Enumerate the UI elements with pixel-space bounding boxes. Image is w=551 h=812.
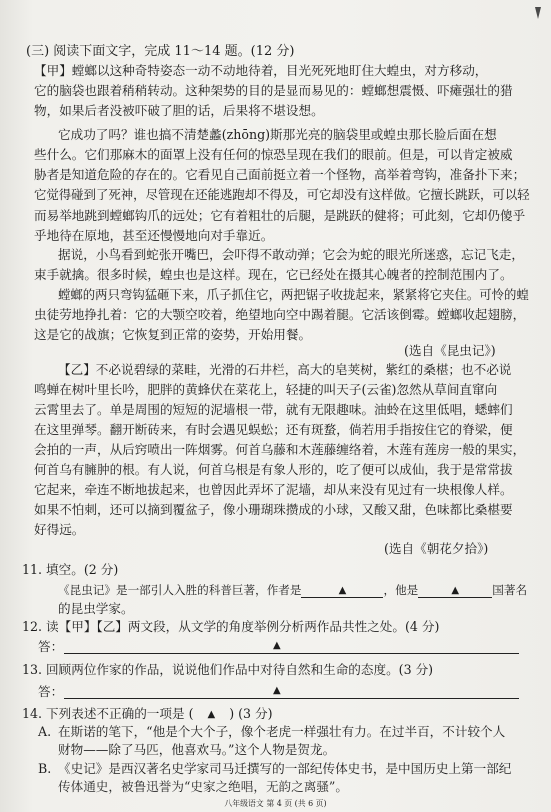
q14-option-a-line: 在斯诺的笔下，“他是个大个子，像个老虎一样强壮有力。在过半百，不计较个人 xyxy=(58,724,506,739)
corner-mark-icon xyxy=(533,6,543,20)
answer-marker-icon: ▲ xyxy=(273,640,281,651)
q14-title-text: ) (3 分) xyxy=(229,706,273,721)
q12-answer-label: 答： xyxy=(38,639,64,654)
passage-jia-line: 乎地待在原地，甚至还慢慢地向对手靠近。 xyxy=(34,228,274,243)
passage-yi-line: 何首乌有臃肿的根。有人说，何首乌根是有象人形的，吃了便可以成仙，我于是常常拔 xyxy=(34,462,513,477)
passage-jia-line: 而易举地跳到螳螂钩爪的远处；它有着粗壮的后腿，是跳跃的健将；可此刻，它却仍傻乎 xyxy=(34,208,526,223)
passage-jia-line: 螳螂的两只弯钩猛砸下来，爪子抓住它，两把锯子收拢起来，紧紧将它夹住。可怜的蝗 xyxy=(58,287,529,302)
passage-jia-line: 据说，小鸟看到蛇张开嘴巴，会吓得不敢动弹；它会为蛇的眼光所迷惑，忘记飞走， xyxy=(58,247,524,262)
q13-answer-label: 答： xyxy=(38,684,64,699)
q11-text: 的昆虫学家。 xyxy=(58,601,134,616)
passage-yi-line: 会拍的一声，从后窍喷出一阵烟雾。何首乌藤和木莲藤缠络着，木莲有莲房一般的果实， xyxy=(34,442,526,457)
q12-answer-line[interactable] xyxy=(64,653,519,654)
q11-text: ，他是 xyxy=(383,583,419,597)
q11-text: 国著名 xyxy=(492,583,528,597)
passage-jia-source: (选自《昆虫记》) xyxy=(404,343,496,358)
q11-text: 《昆虫记》是一部引人入胜的科普巨著，作者是 xyxy=(58,583,302,597)
answer-marker-icon: ▲ xyxy=(451,585,460,596)
passage-jia-line: 这是它的战旗；它恢复到正常的姿势，开始用餐。 xyxy=(34,327,312,342)
passage-yi-line: 【乙】不必说碧绿的菜畦，光滑的石井栏，高大的皂荚树，紫红的桑椹；也不必说 xyxy=(58,362,512,377)
answer-marker-icon: ▲ xyxy=(273,685,281,696)
q11-fill-line xyxy=(58,582,527,598)
passage-yi-line: 云霄里去了。单是周围的短短的泥墙根一带，就有无限趣味。油蛉在这里低唱，蟋蟀们 xyxy=(34,402,513,417)
passage-yi-line: 好得远。 xyxy=(34,522,85,537)
passage-jia-line: 它成功了吗？谁也搞不清楚蠡(zhōng)斯那光亮的脑袋里或蝗虫那长脸后面在想 xyxy=(58,127,497,142)
passage-jia-line: 虫徒劳地挣扎着：它的大颚空咬着，绝望地向空中踢着腿。它活该倒霉。螳螂收起翅膀， xyxy=(34,307,526,322)
passage-yi-line: 如果不怕刺，还可以摘到覆盆子，像小珊瑚珠攒成的小球，又酸又甜，色味都比桑椹要 xyxy=(34,502,513,517)
q11-title: 11. 填空。(2 分) xyxy=(22,562,119,577)
answer-marker-icon: ▲ xyxy=(207,709,216,720)
passage-jia-line: 些什么。它们那麻木的面罩上没有任何的惊恐呈现在我们的眼前。但是，可以肯定被威 xyxy=(34,147,513,162)
page-footer: 八年级语文 第 4 页 (共 6 页) xyxy=(224,799,327,808)
q14-title-text: 14. 下列表述不正确的一项是 ( xyxy=(22,706,194,721)
passage-jia-line: 束手就擒。很多时候，蝗虫也是这样。现在，它已经处在摄其心魄者的控制范围内了。 xyxy=(34,267,513,282)
q13-answer-line[interactable] xyxy=(64,698,519,699)
q14-title xyxy=(22,706,273,722)
passage-jia-line: 它的脑袋也跟着稍稍转动。这种架势的目的是显而易见的：螳螂想震慑、吓瘫强壮的猎 xyxy=(34,83,513,98)
answer-marker-icon: ▲ xyxy=(338,585,347,596)
q14-option-b-line: 传体通史，被鲁迅誉为“史家之绝唱，无韵之离骚”。 xyxy=(58,779,348,794)
q13-title: 13. 回顾两位作家的作品，说说他们作品中对待自然和生命的态度。(3 分) xyxy=(22,662,434,677)
passage-yi-source: (选自《朝花夕拾》) xyxy=(384,541,489,556)
q14-option-label[interactable]: A. xyxy=(38,724,52,739)
passage-yi-line: 它起来，牵连不断地拔起来，也曾因此弄坏了泥墙，却从来没有见过有一块根像人样。 xyxy=(34,482,513,497)
q12-title: 12. 读【甲】【乙】两文段，从文学的角度举例分析两作品共性之处。(4 分) xyxy=(22,619,440,634)
passage-jia-line: 【甲】螳螂以这种奇特姿态一动不动地待着，目光死死地盯住大蝗虫，对方移动， xyxy=(34,63,488,78)
passage-jia-line: 它觉得碰到了死神，尽管现在还能逃跑却不得及，可它却没有这样做。它擅长跳跃，可以轻 xyxy=(34,187,530,202)
q11-blank-author[interactable] xyxy=(301,582,383,598)
section-header: (三) 阅读下面文字，完成 11～14 题。(12 分) xyxy=(26,44,295,59)
q14-option-a-line: 财物——除了马匹，他喜欢马。”这个人物是贺龙。 xyxy=(58,742,336,757)
passage-yi-line: 在这里弹琴。翻开断砖来，有时会遇见蜈蚣；还有斑蝥，倘若用手指按住它的脊梁，便 xyxy=(34,422,513,437)
passage-jia-line: 胁者是知道危险的存在的。它看见自己面前挺立着一个怪物，高举着弯钩，准备扑下来； xyxy=(34,167,526,182)
q14-option-b-line: 《史记》是西汉著名史学家司马迁撰写的一部纪传体史书，是中国历史上第一部纪 xyxy=(58,761,512,776)
passage-yi-line: 鸣蝉在树叶里长吟，肥胖的黄蜂伏在菜花上，轻捷的叫天子(云雀)忽然从草间直窜向 xyxy=(34,382,498,397)
passage-jia-line: 物，如果后者没被吓破了胆的话，后果将不堪设想。 xyxy=(34,103,324,118)
q11-blank-country[interactable] xyxy=(418,582,492,598)
q14-option-label[interactable]: B. xyxy=(38,761,52,776)
